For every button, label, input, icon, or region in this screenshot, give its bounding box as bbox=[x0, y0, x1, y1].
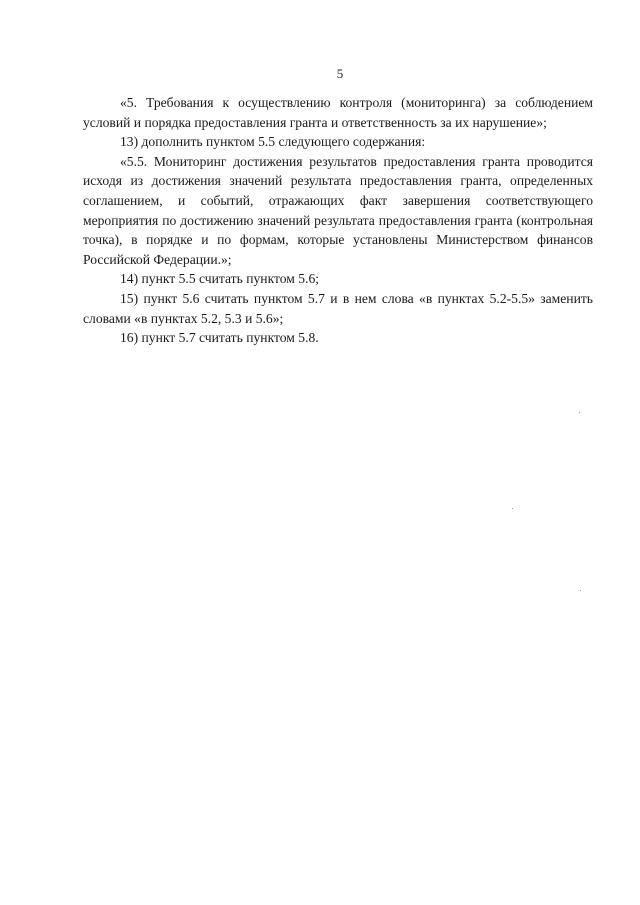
document-body bbox=[83, 93, 593, 348]
paragraph-section-5-title: «5. Требования к осуществлению контроля (мониторинга) за соблюдением условий и порядка предоставления гранта и ответственность за их нарушение»; bbox=[83, 95, 593, 130]
paragraph-item-15: 15) пункт 5.6 считать пунктом 5.7 и в нем слова «в пунктах 5.2-5.5» заменить словами «в пунктах 5.2, 5.3 и 5.6»; bbox=[83, 290, 593, 326]
scan-speck bbox=[580, 590, 581, 591]
scan-speck bbox=[579, 412, 580, 413]
paragraph-clause-5-5: «5.5. Мониторинг достижения результатов предоставления гранта проводится исходя из достижения значений результата предоставления гранта, определенных соглашением, и событий, отражающих факт завершения соответствующего мероприятия по достижению значений результата предоставления гранта (контрольная точка), в порядке и по формам, которые установлены Министерством финансов Российской Федерации.»; bbox=[83, 153, 593, 267]
paragraph-item-13: 13) дополнить пунктом 5.5 следующего содержания: bbox=[120, 134, 426, 150]
scan-speck bbox=[512, 508, 513, 509]
page-number: 5 bbox=[336, 66, 344, 81]
paragraph-item-16: 16) пункт 5.7 считать пунктом 5.8. bbox=[120, 330, 319, 346]
paragraph-item-14: 14) пункт 5.5 считать пунктом 5.6; bbox=[120, 271, 320, 287]
